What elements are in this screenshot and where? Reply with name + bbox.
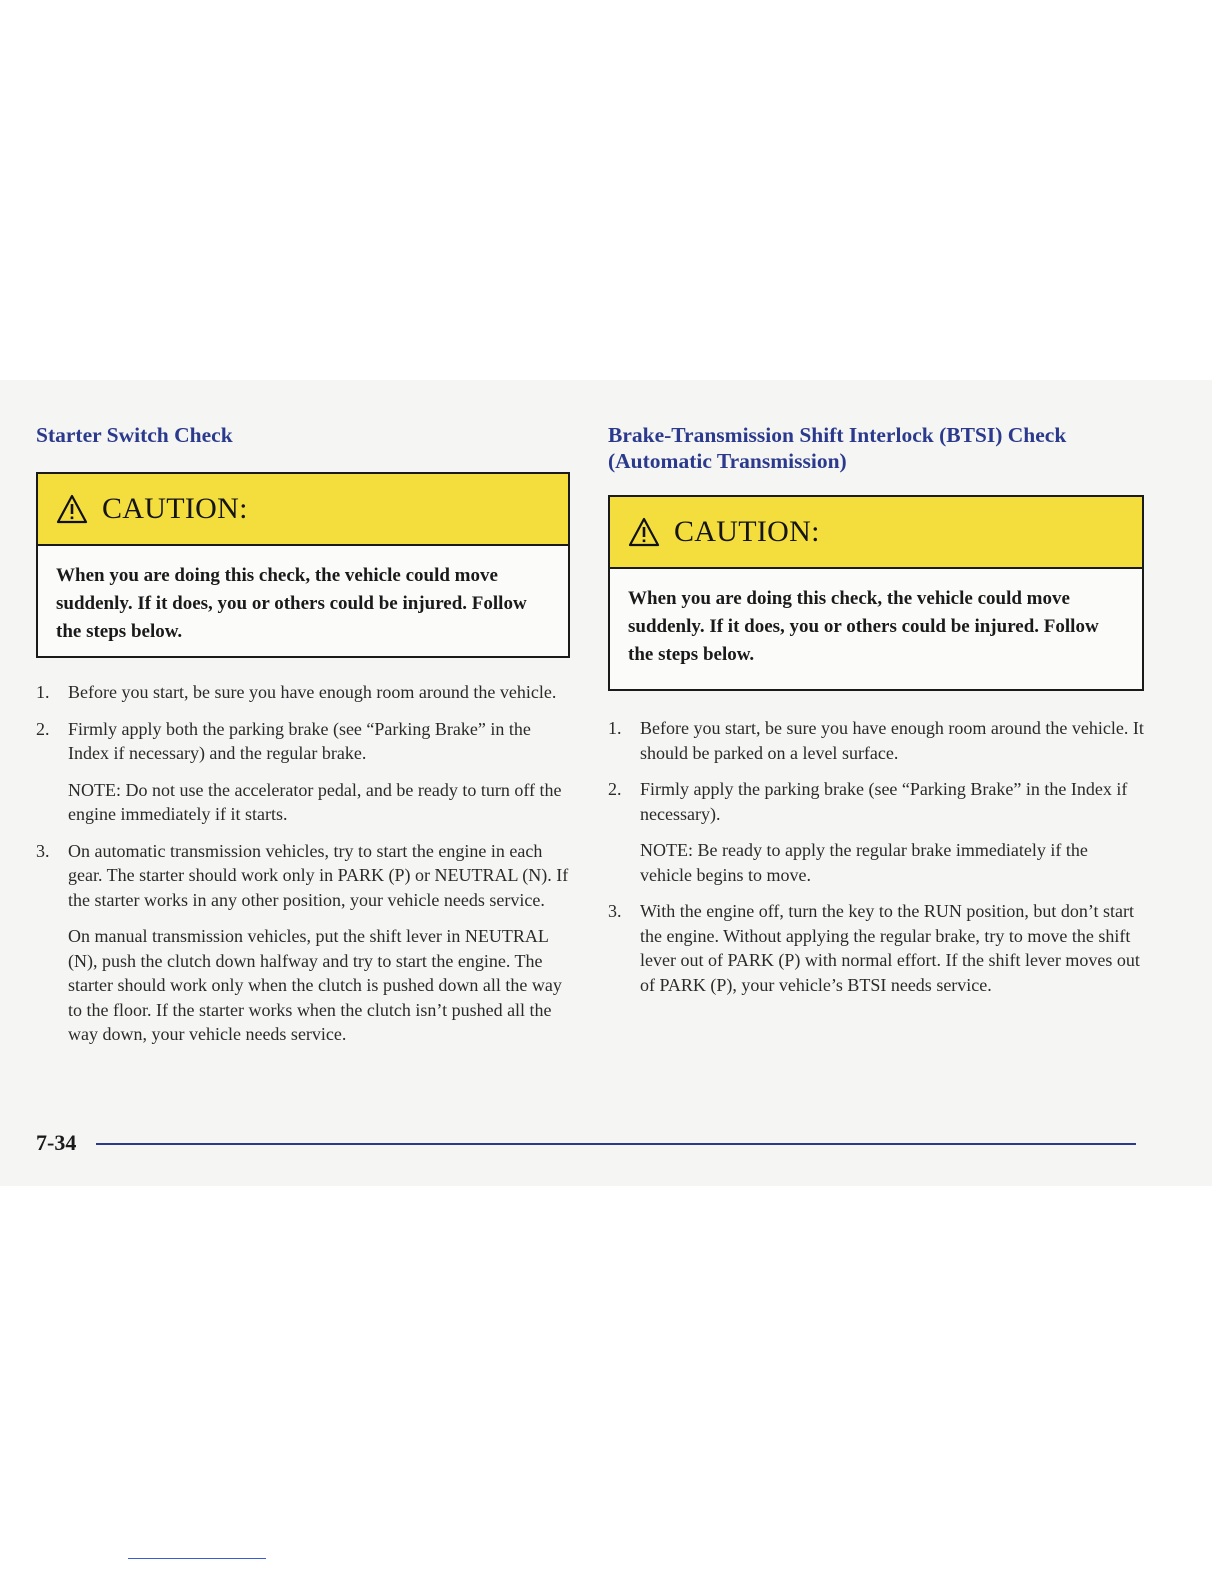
caution-text: When you are doing this check, the vehicle could move suddenly. If it does, you or others could be injured. Follow the steps below. xyxy=(628,588,1099,665)
step-item xyxy=(36,717,570,827)
page-number: 7-34 xyxy=(36,1130,77,1155)
step-number: 3. xyxy=(608,901,622,921)
section-title xyxy=(608,422,1066,474)
caution-box xyxy=(608,495,1144,691)
footer-rule xyxy=(96,1143,1136,1145)
step-number: 1. xyxy=(608,718,622,738)
step-item xyxy=(36,839,570,1047)
section-title: Starter Switch Check xyxy=(36,423,233,447)
step-paragraph: With the engine off, turn the key to the RUN position, but don’t start the engine. Without applying the regular brake, try to move the shift lever out of PARK (P) with normal effort. If the shift lever moves out of PARK (P), your vehicle’s BTSI needs service. xyxy=(640,901,1140,995)
step-number: 1. xyxy=(36,682,50,702)
step-item xyxy=(608,716,1144,765)
step-paragraph: Firmly apply the parking brake (see “Parking Brake” in the Index if necessary). xyxy=(640,779,1128,824)
caution-label: CAUTION: xyxy=(674,515,820,548)
section-title-line2: (Automatic Transmission) xyxy=(608,449,847,473)
step-note: NOTE: Do not use the accelerator pedal, and be ready to turn off the engine immediately if it starts. xyxy=(68,779,562,824)
caution-box xyxy=(36,472,570,658)
step-number: 2. xyxy=(36,718,50,739)
warning-triangle-icon xyxy=(628,517,660,547)
caution-header xyxy=(610,497,1142,569)
step-paragraph: Before you start, be sure you have enough room around the vehicle. It should be parked on a level surface. xyxy=(640,718,1144,763)
step-note: NOTE: Be ready to apply the regular brake immediately if the vehicle begins to move. xyxy=(640,840,1088,885)
steps-list xyxy=(608,716,1144,1009)
step-item xyxy=(36,680,570,705)
step-paragraph: On automatic transmission vehicles, try to start the engine in each gear. The starter should work only in PARK (P) or NEUTRAL (N). If the starter works in any other position, your vehicle needs service. xyxy=(68,840,569,910)
section-title-line1: Brake-Transmission Shift Interlock (BTSI) Check xyxy=(608,423,1067,447)
caution-label: CAUTION: xyxy=(102,492,248,525)
caution-header xyxy=(38,474,568,546)
bottom-link-underline xyxy=(128,1558,266,1559)
step-paragraph: Before you start, be sure you have enough room around the vehicle. xyxy=(68,682,557,702)
step-paragraph: On manual transmission vehicles, put the shift lever in NEUTRAL (N), push the clutch down halfway and try to start the engine. The starter should work only when the clutch is pushed down all the way to the floor. If the starter works when the clutch isn’t pushed all the way down, your vehicle needs service. xyxy=(68,926,562,1044)
warning-triangle-icon xyxy=(56,494,88,524)
caution-text: When you are doing this check, the vehicle could move suddenly. If it does, you or others could be injured. Follow the steps below. xyxy=(56,565,527,642)
step-number: 3. xyxy=(36,840,50,861)
step-item xyxy=(608,777,1144,887)
steps-list xyxy=(36,680,570,1059)
step-paragraph: Firmly apply both the parking brake (see “Parking Brake” in the Index if necessary) and the regular brake. xyxy=(68,718,531,763)
step-item xyxy=(608,899,1144,997)
step-number: 2. xyxy=(608,779,622,799)
